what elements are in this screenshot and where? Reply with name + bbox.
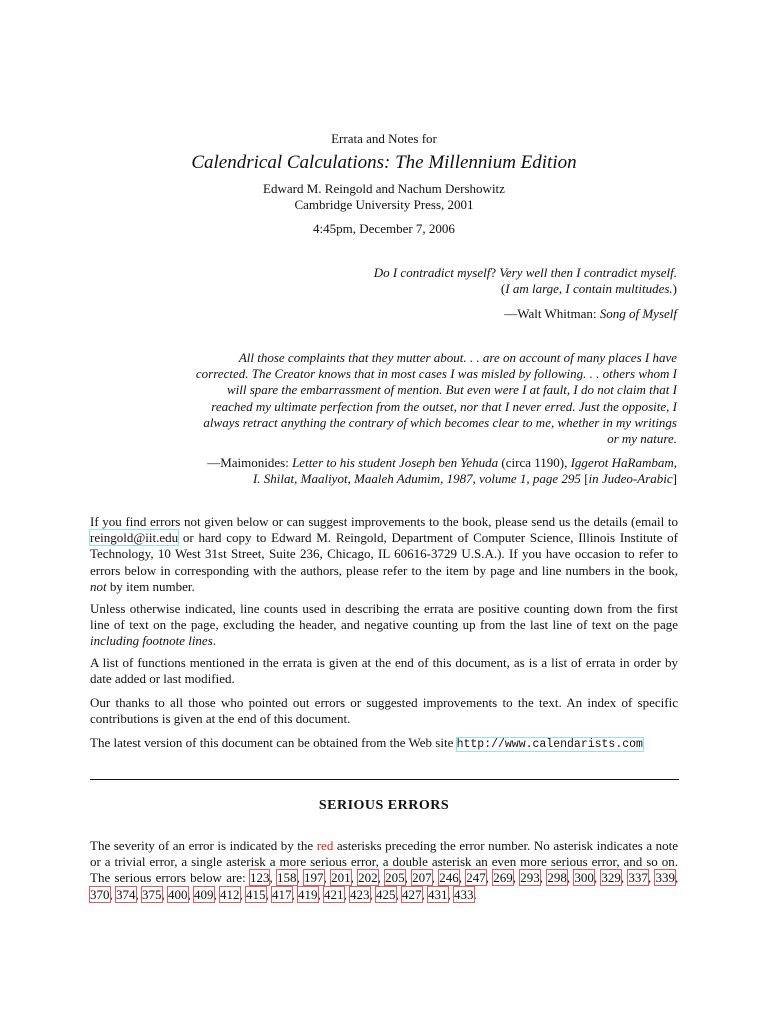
error-link-205[interactable]: 205 [385,870,405,886]
doc-title: Calendrical Calculations: The Millennium Edition [191,152,577,173]
error-link-433[interactable]: 433 [454,886,474,902]
doc-timestamp: 4:45pm, December 7, 2006 [313,221,455,236]
error-separator: , [485,870,494,886]
maimonides-line: will spare the embarrassment of mention. But even were I at fault, I do not claim that I [226,382,677,398]
error-separator: , [239,886,246,902]
error-separator: , [269,870,277,886]
error-separator: , [512,870,521,886]
error-separator: , [350,870,359,886]
error-separator: , [317,886,324,902]
error-link-400[interactable]: 400 [168,886,188,902]
error-link-339[interactable]: 339 [655,870,675,886]
error-link-207[interactable]: 207 [412,870,432,886]
error-separator: , [620,870,629,886]
maimonides-attribution [117,455,677,487]
error-separator: , [323,870,332,886]
error-link-409[interactable]: 409 [194,886,214,902]
maimonides-line: or my nature. [607,431,677,447]
whitman-attribution: —Walt Whitman: Song of Myself [504,306,677,322]
whitman-epigraph [177,265,677,323]
intro-paragraph-5: The latest version of this document can be obtained from the Web site http://www.calendarists.com [90,735,643,751]
error-link-427[interactable]: 427 [402,886,422,902]
error-link-246[interactable]: 246 [439,870,459,886]
doc-subtitle: Errata and Notes for [331,131,437,146]
error-link-197[interactable]: 197 [304,870,324,886]
error-link-293[interactable]: 293 [520,870,540,886]
maimonides-line: always retract anything the contrary of which becomes clear to me, whether in my writings [203,414,677,430]
maimonides-line: reached my ultimate perfection from the outset, nor that I never erred. Just the opposite, I [211,398,677,414]
error-link-247[interactable]: 247 [466,870,486,886]
error-separator: , [369,886,376,902]
error-separator: , [161,886,168,902]
section-divider [90,779,679,780]
error-link-415[interactable]: 415 [246,886,266,902]
serious-errors-paragraph: The severity of an error is indicated by the red asterisks preceding the error number. No asterisk indicates a note or a trivial error, a single asterisk a more serious error, a double asterisk an even more serious error, and so on. The serious errors below are: 123, 158, 197, 201, 202, 205, 207, 246, 247, 269, 293, 298, 300, 329, 337, 339, 370, 374, 375, 400, 409, 412, 415, 417, 419, 421, 423, 425, 427, 431, 433. [90,838,679,902]
error-separator: , [404,870,413,886]
error-link-431[interactable]: 431 [428,886,448,902]
intro-paragraph-3: A list of functions mentioned in the errata is given at the end of this document, as is a list of errata in order by date added or last modified. [90,655,678,687]
error-link-370[interactable]: 370 [90,886,110,902]
error-link-423[interactable]: 423 [350,886,370,902]
error-link-269[interactable]: 269 [493,870,513,886]
error-link-374[interactable]: 374 [116,886,136,902]
error-separator: , [187,886,194,902]
error-separator: , [265,886,272,902]
error-separator: , [395,886,402,902]
serious-errors-heading: SERIOUS ERRORS [318,798,450,813]
error-link-419[interactable]: 419 [298,886,318,902]
error-link-201[interactable]: 201 [331,870,351,886]
website-link[interactable]: http://www.calendarists.com [456,738,643,751]
whitman-line-1: Do I contradict myself? Very well then I contradict myself. [373,265,677,280]
error-link-425[interactable]: 425 [376,886,396,902]
error-separator: , [296,870,305,886]
doc-publisher: Cambridge University Press, 2001 [294,197,474,212]
error-link-421[interactable]: 421 [324,886,344,902]
error-link-298[interactable]: 298 [547,870,567,886]
error-separator: , [377,870,386,886]
whitman-line-2: (I am large, I contain multitudes.) [500,281,677,297]
doc-authors: Edward M. Reingold and Nachum Dershowitz [263,181,505,196]
error-separator: , [447,886,454,902]
error-link-375[interactable]: 375 [142,886,162,902]
maimonides-epigraph [157,350,677,447]
error-link-337[interactable]: 337 [628,870,648,886]
error-link-202[interactable]: 202 [358,870,378,886]
error-separator: , [431,870,440,886]
error-separator: , [343,886,350,902]
error-separator: , [674,870,679,886]
error-separator: , [109,886,116,902]
error-separator: , [291,886,298,902]
error-separator: , [135,886,142,902]
error-separator: , [213,886,220,902]
intro-paragraph-2: Unless otherwise indicated, line counts used in describing the errata are positive counting down from the first line of text on the page, excluding the header, and negative counting up from the last line of text on the page including footnote lines. [90,601,678,649]
error-separator: , [647,870,656,886]
intro-paragraph-4: Our thanks to all those who pointed out errors or suggested improvements to the text. An index of specific contributions is given at the end of this document. [90,695,678,727]
maimonides-line: All those complaints that they mutter about. . . are on account of many places I have [238,350,677,365]
maimonides-line: corrected. The Creator knows that in most cases I was misled by following. . . others whom I [195,366,677,382]
error-link-329[interactable]: 329 [601,870,621,886]
error-separator: , [539,870,548,886]
error-separator: , [458,870,467,886]
maimonides-attr-line-2: I. Shilat, Maaliyot, Maaleh Adumim, 1987, volume 1, page 295 [in Judeo-Arabic] [252,471,677,487]
error-separator: , [593,870,602,886]
maimonides-attr-line-1: —Maimonides: Letter to his student Joseph ben Yehuda (circa 1190), Iggerot HaRambam, [207,455,677,470]
email-link[interactable]: reingold@iit.edu [90,530,179,546]
error-separator: , [421,886,428,902]
error-link-412[interactable]: 412 [220,886,240,902]
error-link-300[interactable]: 300 [574,870,594,886]
error-link-123[interactable]: 123 [249,870,270,886]
error-separator: , [566,870,575,886]
error-link-417[interactable]: 417 [272,886,292,902]
intro-paragraph-1: If you find errors not given below or can suggest improvements to the book, please send us the details (email to reingold@iit.edu or hard copy to Edward M. Reingold, Department of Computer Science, Illinois Institute of Technology, 10 West 31st Street, Suite 236, Chicago, IL 60616-3729 U.S.A.). If you have occasion to refer to errors below in corresponding with the authors, please refer to the item by page and line numbers in the book, not by item number. [90,514,678,594]
error-link-158[interactable]: 158 [277,870,297,886]
